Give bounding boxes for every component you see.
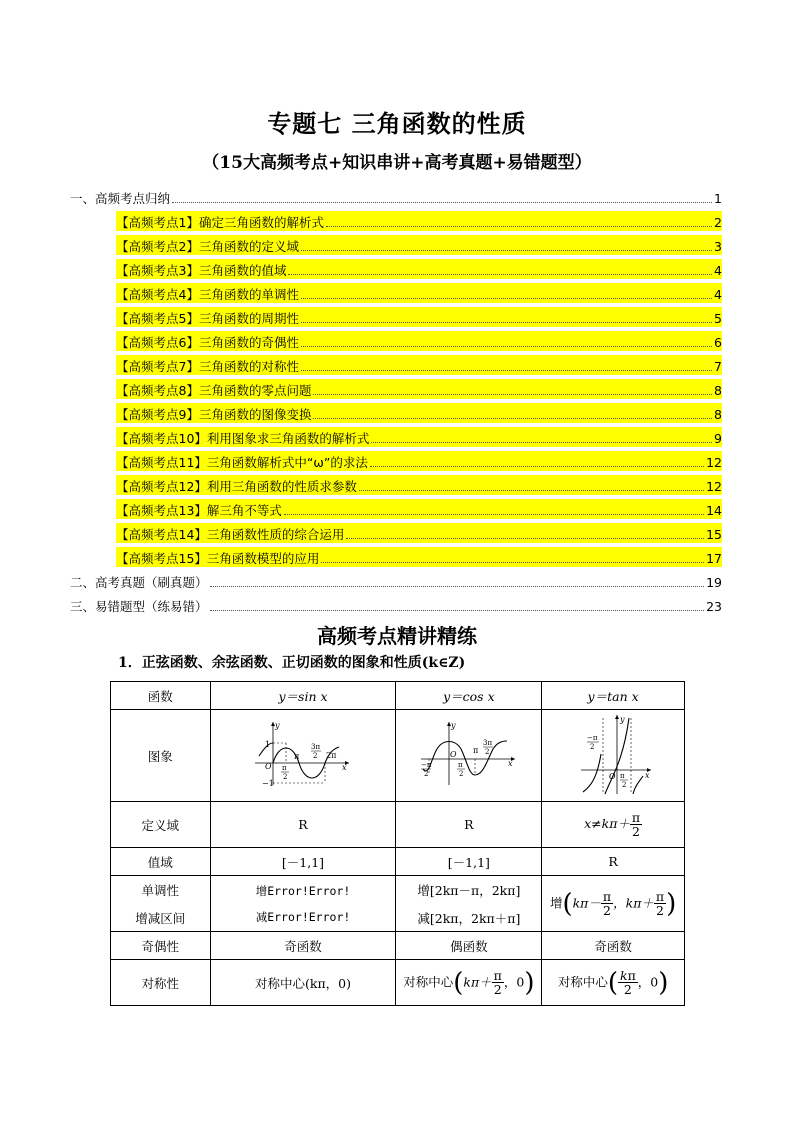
symmetry-tan <box>542 960 685 1006</box>
toc-leader-dots <box>346 538 704 539</box>
toc-entry[interactable] <box>116 375 722 399</box>
toc-leader-dots <box>313 418 712 419</box>
toc-entry-page: 1 <box>714 191 722 206</box>
toc-entry-label: 一、高频考点归纳 <box>70 191 171 206</box>
tan-neg-half-pi-den: 2 <box>590 743 595 751</box>
tan-mono-rparen: ) <box>666 888 677 919</box>
symmetry-cos-prefix: 对称中心 <box>403 974 454 989</box>
parity-tan: 奇函数 <box>542 932 685 960</box>
range-cos: [－1,1] <box>396 848 542 876</box>
symmetry-cos-den: 2 <box>493 982 502 997</box>
toc-entry-highlight <box>116 379 722 399</box>
toc-entry-page: 4 <box>714 287 722 302</box>
cos-graph <box>419 719 519 789</box>
symmetry-tan-pi: π <box>627 968 636 983</box>
range-row <box>111 848 685 876</box>
toc-entry-label: 【高频考点2】三角函数的定义域 <box>116 239 299 254</box>
tan-curve <box>583 718 643 794</box>
toc-entry-label: 【高频考点8】三角函数的零点问题 <box>116 383 312 398</box>
symmetry-row-label: 对称性 <box>111 960 211 1006</box>
toc-entry-page: 23 <box>706 599 722 614</box>
header-cell-function: 函数 <box>111 682 211 710</box>
domain-tan-num: π <box>631 810 641 825</box>
toc-entry-highlight <box>116 211 722 231</box>
sin-decreasing: 减Error!Error! <box>255 909 351 924</box>
toc-leader-dots <box>301 346 712 347</box>
cos-increasing: 增[2kπ－π，2kπ] <box>417 882 521 898</box>
toc-leader-dots <box>313 394 712 395</box>
header-cell-tan: y＝tan x <box>542 682 685 710</box>
toc-entry-highlight <box>116 427 722 447</box>
tan-halfpi-den: 2 <box>622 781 627 789</box>
symmetry-cos <box>396 960 542 1006</box>
toc-entry-page: 12 <box>706 479 722 494</box>
parity-row <box>111 932 685 960</box>
toc-entry[interactable] <box>116 423 722 447</box>
toc-entry[interactable] <box>70 183 722 207</box>
graph-row <box>111 710 685 802</box>
domain-cos: R <box>396 802 542 848</box>
toc-entry[interactable] <box>116 447 722 471</box>
toc-entry-label: 【高频考点3】三角函数的值域 <box>116 263 287 278</box>
cos-decreasing: 减[2kπ，2kπ＋π] <box>417 910 521 926</box>
toc-entry-page: 6 <box>714 335 722 350</box>
tan-halfpi-num: π <box>620 772 625 780</box>
range-row-label: 值域 <box>111 848 211 876</box>
toc-leader-dots <box>370 466 704 467</box>
symmetry-tan-k: k <box>620 968 628 983</box>
toc-leader-dots <box>301 322 712 323</box>
symmetry-cos-num: π <box>493 968 502 983</box>
toc-entry-page: 15 <box>706 527 722 542</box>
toc-leader-dots <box>210 586 705 587</box>
toc-entry-label: 【高频考点4】三角函数的单调性 <box>116 287 299 302</box>
sin-graph-cell <box>210 710 396 802</box>
trig-properties-table <box>110 681 685 1006</box>
monotonicity-label-2: 增减区间 <box>135 910 186 926</box>
tan-mono-den-b: 2 <box>656 903 664 918</box>
tan-mono-den-a: 2 <box>603 903 611 918</box>
toc-entry[interactable] <box>116 351 722 375</box>
symmetry-tan-prefix: 对称中心 <box>557 974 608 989</box>
domain-row-label: 定义域 <box>111 802 211 848</box>
toc-entry-label: 三、易错题型（练易错） <box>70 599 208 614</box>
domain-tan <box>542 802 685 848</box>
symmetry-tan-rparen: ) <box>658 967 669 998</box>
toc-leader-dots <box>359 490 704 491</box>
toc-leader-dots <box>321 562 704 563</box>
symmetry-cos-rparen: ) <box>524 967 535 998</box>
toc-entry-label: 【高频考点6】三角函数的奇偶性 <box>116 335 299 350</box>
tan-mono-frac-a <box>601 890 613 917</box>
sin-x-label: x <box>342 763 347 772</box>
sin-increasing: 增Error!Error! <box>255 883 351 898</box>
monotonicity-label-1: 单调性 <box>141 882 180 898</box>
header-cell-sin: y＝sin x <box>210 682 396 710</box>
toc-entry-highlight <box>116 523 722 543</box>
toc-entry-label: 【高频考点12】利用三角函数的性质求参数 <box>116 479 357 494</box>
toc-entry[interactable] <box>116 255 722 279</box>
toc-entry-page: 7 <box>714 359 722 374</box>
toc-entry-highlight <box>116 475 722 495</box>
domain-sin: R <box>210 802 396 848</box>
cos-origin-label: O <box>449 750 457 759</box>
toc-entry-highlight <box>116 547 722 567</box>
toc-leader-dots <box>210 610 705 611</box>
parity-row-label: 奇偶性 <box>111 932 211 960</box>
toc-entry-label: 【高频考点10】利用图象求三角函数的解析式 <box>116 431 370 446</box>
toc-entry-page: 19 <box>706 575 722 590</box>
toc-entry-page: 8 <box>714 407 722 422</box>
toc-entry[interactable] <box>116 279 722 303</box>
toc-entry[interactable] <box>70 567 722 591</box>
sin-neg-one-label: −1 <box>262 779 274 788</box>
toc-entry-highlight <box>116 499 722 519</box>
tan-y-arrow <box>615 715 619 719</box>
toc-entry[interactable] <box>70 591 722 615</box>
cos-graph-cell <box>396 710 542 802</box>
sin-2pi-label: 2π <box>326 751 337 760</box>
toc-entry-label: 二、高考真题（刷真题） <box>70 575 208 590</box>
toc-entry[interactable] <box>116 471 722 495</box>
symmetry-cos-lparen: ( <box>453 967 464 998</box>
toc-entry-page: 14 <box>706 503 722 518</box>
sin-y-label: y <box>275 721 280 730</box>
sin-halfpi-den: 2 <box>283 773 288 781</box>
tan-mono-num-b: π <box>655 889 665 904</box>
toc-entry[interactable] <box>116 327 722 351</box>
toc-entry-highlight <box>116 259 722 279</box>
tan-x-label: x <box>645 771 650 780</box>
toc-entry-label: 【高频考点9】三角函数的图像变换 <box>116 407 312 422</box>
tan-mono-num-a: π <box>602 889 612 904</box>
tan-y-label: y <box>620 715 625 724</box>
monotonicity-cos <box>396 876 542 932</box>
subsection-heading: 1．正弦函数、余弦函数、正切函数的图象和性质(k∈Z) <box>118 655 466 671</box>
table-header-row <box>111 682 685 710</box>
sin-halfpi-num: π <box>282 764 287 772</box>
toc-leader-dots <box>301 298 712 299</box>
toc-entry[interactable] <box>116 543 722 567</box>
symmetry-cos-a: kπ＋ <box>463 974 492 989</box>
toc-entry-page: 9 <box>714 431 722 446</box>
toc-leader-dots <box>284 514 704 515</box>
toc-entry[interactable] <box>116 231 722 255</box>
cos-neg-half-pi-den: 2 <box>423 770 429 778</box>
symmetry-tan-num <box>618 969 638 983</box>
domain-row <box>111 802 685 848</box>
symmetry-tan-den: 2 <box>623 982 632 997</box>
symmetry-cos-frac <box>492 969 504 996</box>
cos-3halfpi-den: 2 <box>484 748 490 756</box>
toc-leader-dots <box>288 274 712 275</box>
toc-entry-page: 8 <box>714 383 722 398</box>
toc-entry-highlight <box>116 235 722 255</box>
toc-entry[interactable] <box>116 399 722 423</box>
toc-entry-label: 【高频考点11】三角函数解析式中“ω”的求法 <box>116 455 368 470</box>
monotonicity-tan <box>542 876 685 932</box>
toc-entry-page: 2 <box>714 215 722 230</box>
domain-tan-den: 2 <box>632 824 640 839</box>
toc-entry-page: 12 <box>706 455 722 470</box>
toc-entry-label: 【高频考点15】三角函数模型的应用 <box>116 551 320 566</box>
symmetry-tan-b: ，0 <box>637 974 659 989</box>
toc-entry-highlight <box>116 403 722 423</box>
monotonicity-row <box>111 876 685 932</box>
domain-tan-prefix: x≠kπ＋ <box>584 816 630 831</box>
toc-leader-dots <box>371 442 712 443</box>
toc-entry[interactable] <box>116 207 722 231</box>
monotonicity-row-label <box>111 876 211 932</box>
range-tan: R <box>542 848 685 876</box>
toc-entry-page: 17 <box>706 551 722 566</box>
sin-one-label: 1 <box>265 740 271 749</box>
monotonicity-sin <box>210 876 396 932</box>
symmetry-tan-lparen: ( <box>607 967 618 998</box>
sin-origin-label: O <box>265 762 272 771</box>
tan-mono-lparen: ( <box>562 888 573 919</box>
toc-entry-label: 【高频考点7】三角函数的对称性 <box>116 359 299 374</box>
toc-entry-label: 【高频考点13】解三角不等式 <box>116 503 282 518</box>
toc-entry-highlight <box>116 307 722 327</box>
toc-entry[interactable] <box>116 495 722 519</box>
toc-entry[interactable] <box>116 519 722 543</box>
tan-mono-frac-b <box>654 890 666 917</box>
cos-3halfpi-num: 3π <box>482 739 492 747</box>
parity-sin: 奇函数 <box>210 932 396 960</box>
toc-entry-page: 4 <box>714 263 722 278</box>
section-heading: 高频考点精讲精练 <box>317 624 477 648</box>
domain-tan-frac <box>630 811 642 838</box>
page-subtitle: （15大高频考点+知识串讲+高考真题+易错题型） <box>202 153 592 173</box>
cos-neg-half-pi-num: −π <box>420 761 432 769</box>
range-sin: [－1,1] <box>210 848 396 876</box>
symmetry-row <box>111 960 685 1006</box>
tan-graph-cell <box>542 710 685 802</box>
page-title: 专题七 三角函数的性质 <box>267 109 527 138</box>
cos-halfpi-num: π <box>457 761 463 769</box>
sin-3halfpi-num: 3π <box>311 743 321 751</box>
toc-leader-dots <box>301 250 712 251</box>
graph-row-label: 图象 <box>111 710 211 802</box>
tan-graph <box>573 712 653 796</box>
toc-entry[interactable] <box>116 303 722 327</box>
cos-y-label: y <box>450 721 456 730</box>
toc-entry-highlight <box>116 331 722 351</box>
symmetry-cos-b: ，0 <box>503 974 525 989</box>
toc-entry-page: 5 <box>714 311 722 326</box>
header-cell-cos: y＝cos x <box>396 682 542 710</box>
symmetry-tan-frac <box>618 969 638 996</box>
toc-leader-dots <box>301 370 712 371</box>
cos-curve <box>420 741 507 775</box>
toc-entry-label: 【高频考点5】三角函数的周期性 <box>116 311 299 326</box>
toc-entry-label: 【高频考点1】确定三角函数的解析式 <box>116 215 324 230</box>
sin-3halfpi-den: 2 <box>313 752 318 760</box>
tan-mono-a: kπ－ <box>572 895 601 910</box>
tan-increasing-prefix: 增 <box>549 895 563 910</box>
toc-entry-highlight <box>116 451 722 471</box>
cos-x-label: x <box>507 759 513 768</box>
toc-entry-highlight <box>116 283 722 303</box>
tan-neg-half-pi-num: −π <box>587 734 598 742</box>
toc-leader-dots <box>172 202 712 203</box>
cos-pi-label: π <box>472 746 479 755</box>
sin-pi-label: π <box>294 752 300 761</box>
toc-leader-dots <box>326 226 712 227</box>
cos-halfpi-den: 2 <box>458 770 464 778</box>
sin-graph <box>253 719 353 789</box>
toc-entry-page: 3 <box>714 239 722 254</box>
tan-mono-b: ，kπ＋ <box>613 895 654 910</box>
table-of-contents <box>70 183 722 615</box>
toc-entry-label: 【高频考点14】三角函数性质的综合运用 <box>116 527 345 542</box>
parity-cos: 偶函数 <box>396 932 542 960</box>
tan-origin-label: O <box>609 772 616 781</box>
symmetry-sin: 对称中心(kπ，0) <box>210 960 396 1006</box>
toc-entry-highlight <box>116 355 722 375</box>
